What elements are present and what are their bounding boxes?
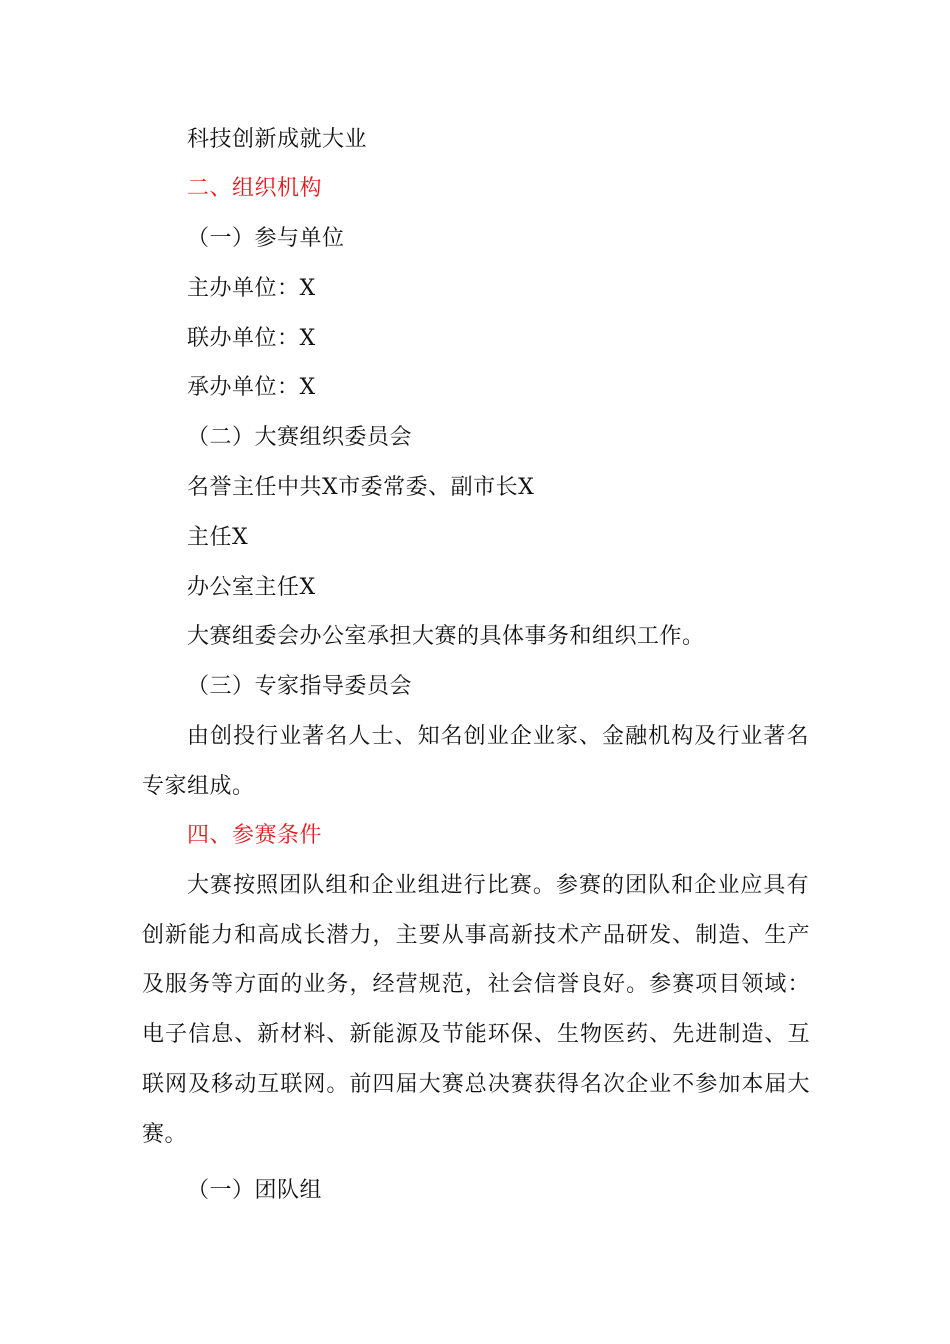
director-line: 主任X [187, 525, 249, 550]
slogan-line: 科技创新成就大业 [187, 127, 368, 152]
section-heading-organization: 二、组织机构 [187, 176, 323, 201]
eligibility-paragraph-line-4: 电子信息、新材料、新能源及节能环保、生物医药、先进制造、互 [142, 1022, 810, 1047]
organizer-unit-line: 承办单位：X [187, 375, 316, 400]
subsection-expert-committee: （三）专家指导委员会 [187, 674, 413, 699]
eligibility-paragraph-line-2: 创新能力和高成长潜力，主要从事高新技术产品研发、制造、生产 [142, 923, 810, 948]
eligibility-paragraph-line-5: 联网及移动互联网。前四届大赛总决赛获得名次企业不参加本届大 [142, 1072, 810, 1097]
expert-committee-paragraph-line-1: 由创投行业著名人士、知名创业企业家、金融机构及行业著名 [187, 724, 809, 749]
host-unit-line: 主办单位：X [187, 276, 316, 301]
expert-committee-paragraph-line-2: 专家组成。 [142, 774, 255, 799]
section-heading-eligibility: 四、参赛条件 [187, 823, 323, 848]
eligibility-paragraph-line-1: 大赛按照团队组和企业组进行比赛。参赛的团队和企业应具有 [187, 873, 809, 898]
subsection-organizing-committee: （二）大赛组织委员会 [187, 425, 413, 450]
office-duty-line: 大赛组委会办公室承担大赛的具体事务和组织工作。 [187, 624, 705, 649]
eligibility-paragraph-line-6: 赛。 [142, 1122, 188, 1147]
subsection-team-group: （一）团队组 [187, 1178, 323, 1203]
honorary-director-line: 名誉主任中共X市委常委、副市长X [187, 475, 535, 500]
office-director-line: 办公室主任X [187, 575, 316, 600]
subsection-participants: （一）参与单位 [187, 226, 345, 251]
eligibility-paragraph-line-3: 及服务等方面的业务，经营规范，社会信誉良好。参赛项目领域： [142, 972, 810, 997]
co-host-unit-line: 联办单位：X [187, 326, 316, 351]
